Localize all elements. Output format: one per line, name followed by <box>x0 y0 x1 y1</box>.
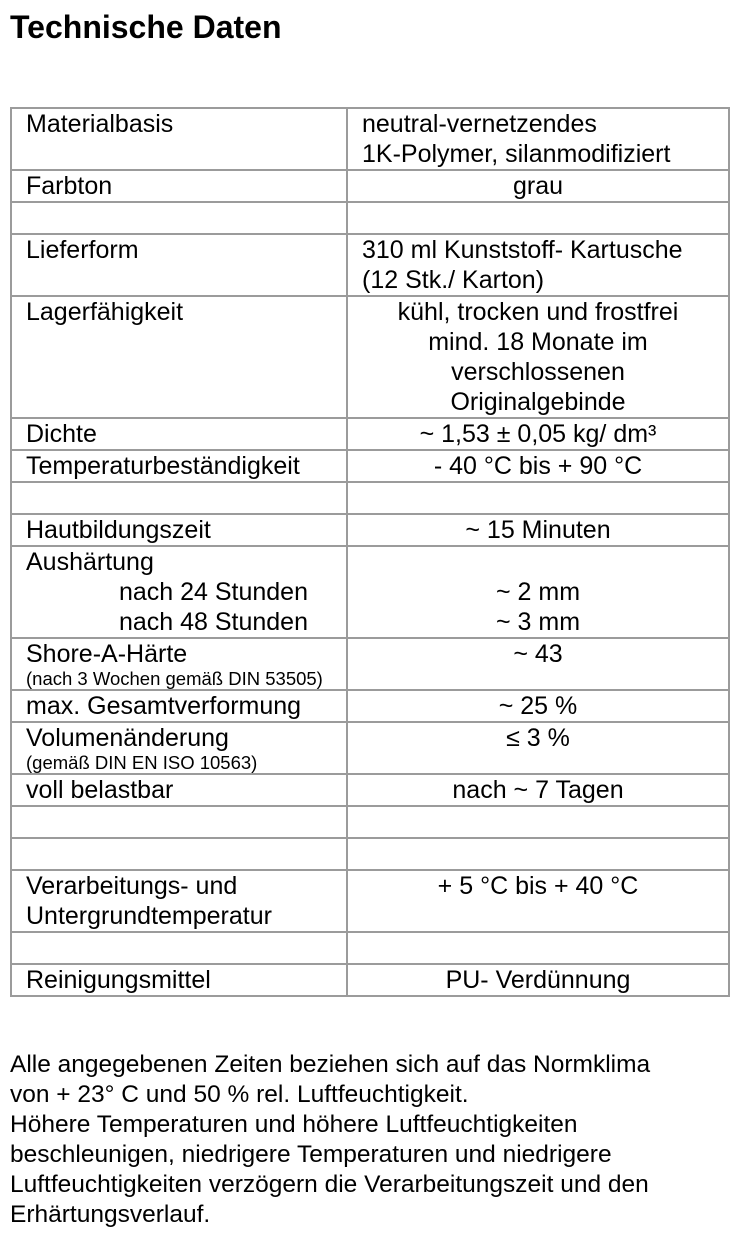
property-value-cell <box>347 690 729 722</box>
property-value: ~ 43 <box>513 640 563 668</box>
property-value: grau <box>512 172 564 200</box>
property-sub-label: nach 24 Stunden <box>118 578 308 606</box>
property-label: Reinigungsmittel <box>26 966 211 994</box>
property-value-cell <box>347 170 729 202</box>
property-value-cell <box>347 202 729 234</box>
table-row <box>11 638 729 690</box>
property-label-note: (nach 3 Wochen gemäß DIN 53505) <box>26 668 323 689</box>
property-value-cell <box>347 806 729 838</box>
table-row <box>11 964 729 996</box>
property-value-cell <box>347 546 729 638</box>
property-value: kühl, trocken und frostfrei <box>397 298 679 326</box>
property-label-cell <box>11 108 347 170</box>
empty-line <box>26 483 332 513</box>
footer-text-line: von + 23° C und 50 % rel. Luftfeuchtigkeit. <box>10 1081 469 1108</box>
empty-line <box>26 933 332 963</box>
property-value-cell <box>347 774 729 806</box>
property-label-cell <box>11 450 347 482</box>
property-label-cell <box>11 546 347 638</box>
table-row <box>11 234 729 296</box>
property-value: - 40 °C bis + 90 °C <box>433 452 643 480</box>
property-label-cell <box>11 838 347 870</box>
property-value: + 5 °C bis + 40 °C <box>437 872 639 900</box>
property-value-cell <box>347 234 729 296</box>
table-row <box>11 722 729 774</box>
property-value: PU- Verdünnung <box>445 966 631 994</box>
property-label: Farbton <box>26 172 113 200</box>
property-value-cell <box>347 108 729 170</box>
property-value-cell <box>347 964 729 996</box>
property-label-cell <box>11 806 347 838</box>
property-label: Hautbildungszeit <box>26 516 211 544</box>
property-label-cell <box>11 722 347 774</box>
table-row-empty <box>11 806 729 838</box>
table-row <box>11 450 729 482</box>
property-label: Lieferform <box>26 236 139 264</box>
table-row-empty <box>11 202 729 234</box>
property-label-cell <box>11 202 347 234</box>
property-label-cell <box>11 774 347 806</box>
footer-text-line: Höhere Temperaturen und höhere Luftfeuchtigkeiten <box>10 1111 578 1138</box>
property-label-cell <box>11 932 347 964</box>
property-value: ≤ 3 % <box>506 724 570 752</box>
table-row <box>11 546 729 638</box>
property-value-cell <box>347 482 729 514</box>
property-value-cell <box>347 296 729 418</box>
property-value: ~ 15 Minuten <box>465 516 611 544</box>
property-label-cell <box>11 234 347 296</box>
property-value: ~ 3 mm <box>495 608 581 636</box>
table-row <box>11 170 729 202</box>
property-value-cell <box>347 838 729 870</box>
empty-line <box>362 933 714 963</box>
property-label-cell <box>11 870 347 932</box>
property-value-cell <box>347 722 729 774</box>
property-value-cell <box>347 870 729 932</box>
table-row <box>11 870 729 932</box>
property-label: Temperaturbeständigkeit <box>26 452 300 480</box>
footer-text-line: Erhärtungsverlauf. <box>10 1201 211 1228</box>
property-value: nach ~ 7 Tagen <box>452 776 624 804</box>
property-sub-label: nach 48 Stunden <box>118 608 308 636</box>
property-value: ~ 25 % <box>498 692 578 720</box>
empty-line <box>362 483 714 513</box>
table-row-empty <box>11 482 729 514</box>
property-label-cell <box>11 690 347 722</box>
property-value: ~ 2 mm <box>495 578 581 606</box>
property-value-cell <box>347 450 729 482</box>
property-label: Lagerfähigkeit <box>26 298 184 326</box>
page-title: Technische Daten <box>10 9 282 45</box>
property-value: 310 ml Kunststoff- Kartusche <box>362 236 683 264</box>
empty-line <box>362 807 714 837</box>
property-value: mind. 18 Monate im <box>428 328 648 356</box>
property-label-cell <box>11 482 347 514</box>
property-label: Materialbasis <box>26 110 174 138</box>
property-value-cell <box>347 638 729 690</box>
property-value: verschlossenen <box>451 358 625 386</box>
table-row <box>11 690 729 722</box>
empty-line <box>362 839 714 869</box>
property-value: Originalgebinde <box>450 388 626 416</box>
table-row-empty <box>11 932 729 964</box>
table-row <box>11 108 729 170</box>
table-row <box>11 296 729 418</box>
property-label: Volumenänderung <box>26 724 229 752</box>
empty-line <box>362 203 714 233</box>
property-label-cell <box>11 296 347 418</box>
table-row <box>11 418 729 450</box>
property-value: 1K-Polymer, silanmodifiziert <box>362 140 671 168</box>
table-row <box>11 514 729 546</box>
property-label-note: (gemäß DIN EN ISO 10563) <box>26 752 258 773</box>
property-label-cell <box>11 964 347 996</box>
property-label-cell <box>11 514 347 546</box>
property-label-cell <box>11 418 347 450</box>
property-label: Shore-A-Härte <box>26 640 188 668</box>
footer-text-line: Luftfeuchtigkeiten verzögern die Verarbeitungszeit und den <box>10 1171 649 1198</box>
property-label: voll belastbar <box>26 776 174 804</box>
property-label: Aushärtung <box>26 548 154 576</box>
property-value: (12 Stk./ Karton) <box>362 266 545 294</box>
footer-note <box>10 1050 736 1230</box>
footer-text-line: Alle angegebenen Zeiten beziehen sich auf das Normklima <box>10 1051 651 1078</box>
technical-data-table <box>10 107 730 997</box>
property-value: neutral-vernetzendes <box>362 110 597 138</box>
empty-line <box>26 203 332 233</box>
property-label: Dichte <box>26 420 97 448</box>
property-label: Verarbeitungs- und <box>26 872 238 900</box>
property-label-cell <box>11 170 347 202</box>
property-label: max. Gesamtverformung <box>26 692 302 720</box>
property-value-cell <box>347 514 729 546</box>
footer-text-line: beschleunigen, niedrigere Temperaturen und niedrigere <box>10 1141 612 1168</box>
property-value: ~ 1,53 ± 0,05 kg/ dm³ <box>419 420 657 448</box>
empty-line <box>26 807 332 837</box>
property-value-cell <box>347 932 729 964</box>
property-value-cell <box>347 418 729 450</box>
property-label: Untergrundtemperatur <box>26 902 272 930</box>
property-value <box>362 547 714 577</box>
table-row <box>11 774 729 806</box>
table-row-empty <box>11 838 729 870</box>
empty-line <box>26 839 332 869</box>
property-label-cell <box>11 638 347 690</box>
